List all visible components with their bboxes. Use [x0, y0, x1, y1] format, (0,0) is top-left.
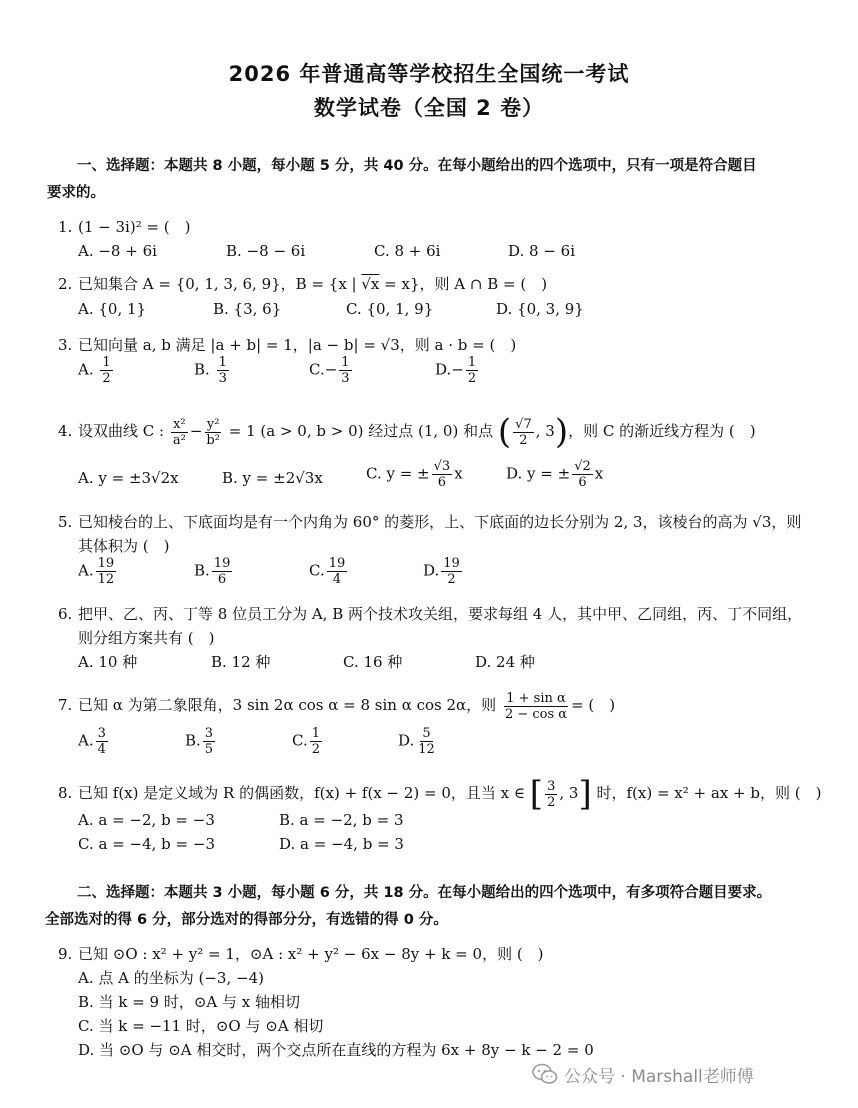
denominator: 3 — [218, 371, 227, 386]
option-letter: D. — [423, 561, 440, 580]
q9-option-b: B. 当 k = 9 时，⊙A 与 x 轴相切 — [78, 993, 300, 1011]
numerator: 1 — [218, 355, 227, 370]
question-2 — [58, 272, 828, 296]
fraction — [503, 691, 569, 722]
q1-option-b: B. −8 − 6i — [226, 242, 306, 260]
q7-option-a — [78, 726, 110, 757]
option-letter: A. — [78, 360, 94, 379]
fraction — [204, 417, 222, 448]
question-number: 4. — [58, 422, 73, 440]
question-stem: 把甲、乙、丙、丁等 8 位员工分为 A, B 两个技术攻关组，要求每组 4 人，其中甲、乙同组，丙、丁不同组， — [78, 605, 803, 623]
numerator: √3 — [433, 459, 451, 474]
q5-option-b — [194, 556, 234, 587]
denominator: a² — [172, 432, 186, 448]
right-bracket: ] — [578, 774, 592, 814]
question-9 — [58, 942, 828, 966]
denominator: 2 − cos α — [504, 706, 568, 722]
option-letter: C. — [309, 360, 325, 379]
question-stem: 已知棱台的上、下底面均是有一个内角为 60° 的菱形，上、下底面的边长分别为 2, 3，该棱台的高为 √3，则 — [78, 513, 802, 531]
interval-end: , 3 — [559, 784, 579, 802]
numerator: √7 — [515, 416, 532, 432]
denominator: 2 — [311, 742, 320, 757]
denominator: 2 — [447, 572, 456, 587]
option-suffix: x — [594, 464, 604, 483]
left-bracket: [ — [529, 774, 544, 814]
numerator: 19 — [443, 556, 460, 571]
option-suffix: x — [454, 464, 463, 483]
q4-option-a: A. y = ±3√2x — [78, 469, 179, 487]
q4-option-d — [506, 459, 603, 490]
section-1-line-2: 要求的。 — [47, 185, 105, 201]
question-stem: (1 − 3i)² = ( ) — [78, 218, 191, 236]
numerator: 3 — [204, 726, 214, 741]
numerator: 3 — [97, 726, 106, 741]
denominator: 6 — [578, 475, 587, 490]
q1-option-a: A. −8 + 6i — [78, 242, 157, 260]
q6-option-c: C. 16 种 — [343, 653, 403, 671]
q1-option-c: C. 8 + 6i — [374, 242, 441, 260]
q4-option-c — [366, 459, 463, 490]
fraction — [100, 355, 112, 386]
fraction — [96, 726, 108, 757]
q8-option-c: C. a = −4, b = −3 — [78, 835, 215, 853]
option-letter: B. — [185, 731, 201, 750]
q5-option-a — [78, 556, 118, 587]
question-number: 6. — [58, 605, 73, 623]
question-4 — [58, 410, 828, 453]
option-letter: C. — [309, 561, 325, 580]
question-number: 8. — [58, 784, 73, 802]
fraction — [545, 779, 557, 810]
question-stem: 已知 ⊙O : x² + y² = 1，⊙A : x² + y² − 6x − 8y + k = 0，则 ( ) — [78, 945, 544, 963]
fraction — [416, 726, 437, 757]
question-number: 3. — [58, 336, 73, 354]
option-letter: D. — [435, 360, 452, 379]
option-letter: D. — [398, 731, 415, 750]
denominator: b² — [206, 432, 220, 448]
q1-option-d: D. 8 − 6i — [508, 242, 576, 260]
sign: − — [324, 360, 338, 379]
right-paren: ) — [554, 412, 569, 452]
sign: − — [451, 360, 464, 379]
section-2-line-2: 全部选对的得 6 分，部分选对的得部分分，有选错的得 0 分。 — [45, 912, 448, 928]
option-letter: B. — [194, 360, 210, 379]
sqrt-expression: √x — [361, 275, 380, 293]
q5-option-c — [309, 556, 349, 587]
q2-option-a: A. {0, 1} — [78, 300, 147, 318]
q7-option-c — [292, 726, 324, 757]
question-number: 7. — [58, 696, 73, 714]
fraction — [310, 726, 322, 757]
fraction — [171, 417, 188, 448]
fraction — [96, 556, 117, 587]
wechat-icon — [532, 1063, 558, 1085]
question-number: 2. — [58, 275, 73, 293]
numerator: 1 — [311, 726, 320, 741]
numerator: 3 — [547, 778, 556, 794]
question-7 — [58, 688, 828, 722]
fraction — [572, 459, 593, 490]
q9-option-c: C. 当 k = −11 时，⊙O 与 ⊙A 相切 — [78, 1017, 324, 1035]
q3-option-a — [78, 355, 115, 386]
fraction — [327, 556, 348, 587]
numerator: 19 — [97, 556, 115, 571]
numerator: 5 — [422, 726, 431, 741]
option-letter: C. — [292, 731, 308, 750]
numerator: y² — [206, 416, 220, 432]
exam-subtitle: 数学试卷（全国 2 卷） — [313, 96, 545, 120]
option-prefix: C. y = ± — [366, 464, 430, 483]
option-prefix: D. y = ± — [506, 464, 571, 483]
q2-option-d: D. {0, 3, 9} — [496, 300, 584, 318]
denominator: 4 — [332, 572, 342, 587]
option-letter: B. — [194, 561, 210, 580]
fraction — [432, 459, 453, 490]
section-1-instructions — [47, 153, 827, 207]
question-stem-part: 时，f(x) = x² + ax + b，则 ( ) — [596, 784, 822, 802]
q5-option-d — [423, 556, 464, 587]
question-stem-part: 已知 α 为第二象限角，3 sin 2α cos α = 8 sin α cos 2α，则 — [78, 696, 497, 714]
numerator: 1 — [341, 355, 350, 370]
left-paren: ( — [497, 412, 512, 452]
numerator: 1 + sin α — [506, 690, 566, 706]
denominator: 2 — [467, 371, 477, 386]
denominator: 6 — [217, 572, 227, 587]
question-stem-part: 已知 f(x) 是定义域为 R 的偶函数，f(x) + f(x − 2) = 0，且当 x ∈ — [78, 784, 526, 802]
section-1-line-1: 一、选择题：本题共 8 小题，每小题 5 分，共 40 分。在每小题给出的四个选项中，只有一项是符合题目 — [77, 158, 757, 174]
question-stem: 已知向量 a, b 满足 |a + b| = 1，|a − b| = √3，则 a · b = ( ) — [78, 336, 517, 354]
numerator: √2 — [574, 459, 591, 474]
q2-option-b: B. {3, 6} — [213, 300, 282, 318]
question-number: 1. — [58, 218, 73, 236]
question-stem-part: 已知集合 A = {0, 1, 3, 6, 9}，B = {x | — [78, 275, 362, 293]
operator: − — [189, 422, 203, 440]
fraction — [513, 417, 534, 448]
q2-option-c: C. {0, 1, 9} — [346, 300, 434, 318]
q9-option-a: A. 点 A 的坐标为 (−3, −4) — [78, 969, 264, 987]
denominator: 4 — [97, 742, 106, 757]
denominator: 12 — [97, 572, 115, 587]
question-1 — [58, 215, 828, 239]
q6-option-d: D. 24 种 — [475, 653, 535, 671]
fraction — [203, 726, 215, 757]
q3-option-d — [435, 355, 480, 386]
question-6-continued: 则分组方案共有 ( ) — [78, 629, 215, 647]
fraction — [339, 355, 351, 386]
exam-title: 2026 年普通高等学校招生全国统一考试 — [228, 62, 630, 86]
question-stem-part: = ( ) — [571, 696, 616, 714]
question-3 — [58, 333, 828, 357]
q7-option-b — [185, 726, 217, 757]
q6-option-a: A. 10 种 — [78, 653, 138, 671]
q8-option-a: A. a = −2, b = −3 — [78, 811, 215, 829]
option-letter: A. — [78, 731, 94, 750]
question-6 — [58, 602, 828, 626]
question-stem-part: ，则 C 的渐近线方程为 ( ) — [568, 422, 756, 440]
fraction — [441, 556, 462, 587]
q3-option-c — [309, 355, 354, 386]
q8-option-b: B. a = −2, b = 3 — [279, 811, 404, 829]
option-letter: A. — [78, 561, 94, 580]
q3-option-b — [194, 355, 231, 386]
coordinate: , 3 — [535, 422, 555, 440]
denominator: 6 — [437, 475, 447, 490]
numerator: 1 — [467, 355, 477, 370]
denominator: 3 — [341, 371, 350, 386]
denominator: 12 — [418, 742, 435, 757]
numerator: 1 — [102, 355, 111, 370]
q7-option-d — [398, 726, 439, 757]
q9-option-d: D. 当 ⊙O 与 ⊙A 相交时，两个交点所在直线的方程为 6x + 8y − k − 2 = 0 — [78, 1041, 594, 1059]
denominator: 2 — [102, 371, 111, 386]
denominator: 2 — [519, 432, 528, 448]
numerator: x² — [173, 416, 186, 432]
question-5 — [58, 510, 828, 534]
fraction — [212, 556, 233, 587]
denominator: 5 — [204, 742, 214, 757]
watermark — [532, 1060, 754, 1088]
question-number: 5. — [58, 513, 73, 531]
q4-option-b: B. y = ±2√3x — [222, 469, 323, 487]
section-2-line-1: 二、选择题：本题共 3 小题，每小题 6 分，共 18 分。在每小题给出的四个选项中，有多项符合题目要求。 — [77, 885, 772, 901]
fraction — [217, 355, 229, 386]
denominator: 2 — [547, 794, 556, 810]
q6-option-b: B. 12 种 — [211, 653, 271, 671]
q8-option-d: D. a = −4, b = 3 — [279, 835, 404, 853]
watermark-text: 公众号 · Marshall老师傅 — [564, 1066, 754, 1087]
numerator: 19 — [213, 556, 231, 571]
question-stem-part: 设双曲线 C : — [78, 422, 165, 440]
question-number: 9. — [58, 945, 73, 963]
question-5-continued: 其体积为 ( ) — [78, 537, 170, 555]
fraction — [466, 355, 478, 386]
question-stem-part: = 1 (a > 0, b > 0) 经过点 (1, 0) 和点 — [228, 422, 494, 440]
numerator: 19 — [328, 556, 346, 571]
question-stem-part: = x}，则 A ∩ B = ( ) — [379, 275, 548, 293]
section-2-instructions — [47, 880, 827, 934]
